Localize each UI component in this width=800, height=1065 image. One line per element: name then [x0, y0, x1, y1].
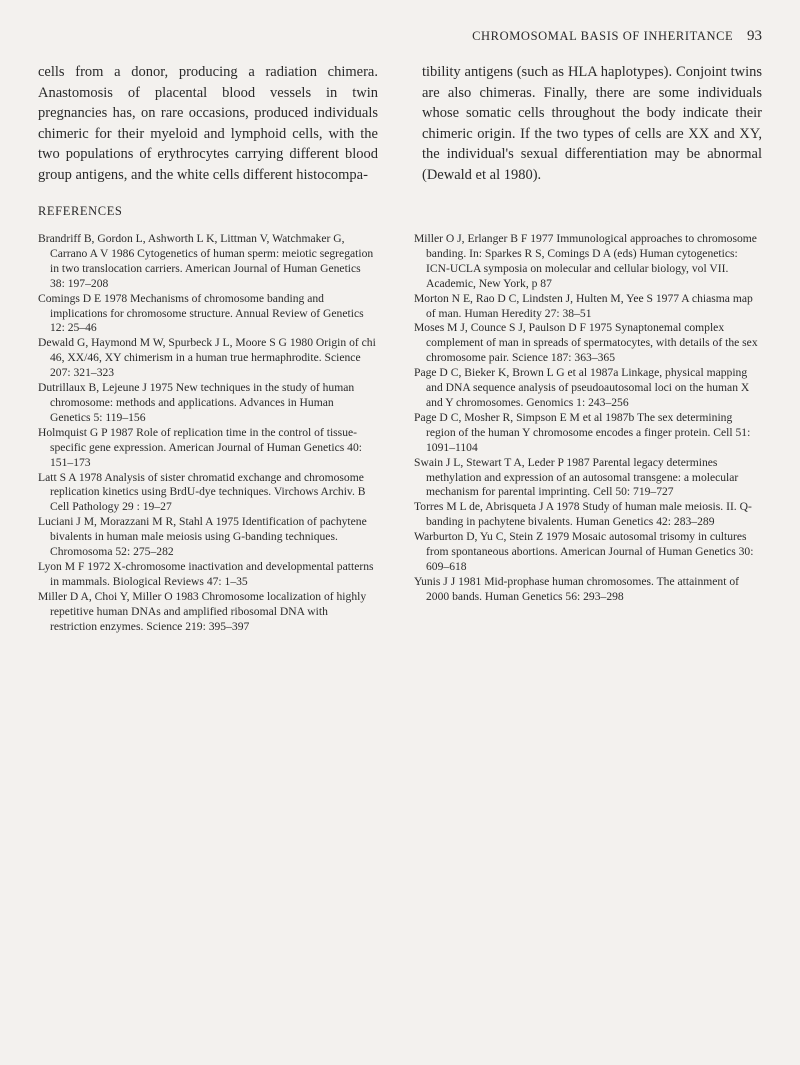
reference-item: Warburton D, Yu C, Stein Z 1979 Mosaic autosomal trisomy in cultures from spontaneous abortions. American Journal of Human Genetics 30: 609–618 [414, 530, 754, 573]
reference-item: Dewald G, Haymond M W, Spurbeck J L, Moore S G 1980 Origin of chi 46, XX/46, XY chimerism in a human true hermaphrodite. Science 207: 321–323 [38, 336, 376, 380]
references-column-left [38, 232, 376, 634]
reference-item: Morton N E, Rao D C, Lindsten J, Hulten M, Yee S 1977 A chiasma map of man. Human Heredity 27: 38–51 [414, 291, 753, 320]
reference-item: Miller D A, Choi Y, Miller O 1983 Chromosome localization of highly repetitive human DNAs and amplified ribosomal DNA with restriction enzymes. Science 219: 395–397 [38, 589, 367, 633]
reference-item: Miller O J, Erlanger B F 1977 Immunological approaches to chromosome banding. In: Sparkes R S, Comings D A (eds) Human cytogenetics: ICN-UCLA symposia on molecular and cellular biology, vol VII. Academic, New York, p 87 [414, 232, 757, 290]
reference-item: Luciani J M, Morazzani M R, Stahl A 1975 Identification of pachytene bivalents in human male meiosis using G-banding techniques. Chromosoma 52: 275–282 [38, 515, 367, 559]
reference-item: Lyon M F 1972 X-chromosome inactivation and developmental patterns in mammals. Biological Reviews 47: 1–35 [38, 559, 374, 588]
references-list [38, 232, 762, 634]
body-paragraph-right: tibility antigens (such as HLA haplotypes). Conjoint twins are also chimeras. Finally, there are some individuals whose somatic cells throughout the body indicate their chimeric origin. If the two types of cells are XX and XY, the individual's sexual differentiation may be abnormal (Dewald et al 1980). [422, 64, 762, 183]
reference-item: Page D C, Bieker K, Brown L G et al 1987a Linkage, physical mapping and DNA sequence analysis of pseudoautosomal loci on the human X and Y chromosomes. Genomics 1: 243–256 [414, 366, 750, 409]
reference-item: Latt S A 1978 Analysis of sister chromatid exchange and chromosome replication kinetics using BrdU-dye techniques. Virchows Archiv. B Cell Pathology 29 : 19–27 [38, 470, 366, 514]
references-heading: REFERENCES [38, 204, 123, 218]
reference-item: Torres M L de, Abrisqueta J A 1978 Study of human male meiosis. II. Q-banding in pachytene bivalents. Human Genetics 42: 283–289 [414, 500, 752, 529]
reference-item: Brandriff B, Gordon L, Ashworth L K, Littman V, Watchmaker G, Carrano A V 1986 Cytogenetics of human sperm: meiotic segregation in two translocation carriers. American Journal of Human Genetics 38: 197–208 [38, 232, 374, 290]
running-title: CHROMOSOMAL BASIS OF INHERITANCE [472, 29, 734, 43]
reference-item: Yunis J J 1981 Mid-prophase human chromosomes. The attainment of 2000 bands. Human Genetics 56: 293–298 [414, 574, 740, 603]
reference-item: Swain J L, Stewart T A, Leder P 1987 Parental legacy determines methylation and expression of an autosomal transgene: a molecular mechanism for parental imprinting. Cell 50: 719–727 [414, 455, 739, 499]
body-text [38, 62, 762, 185]
references-column-right [414, 232, 762, 634]
body-paragraph-left: cells from a donor, producing a radiation chimera. Anastomosis of placental blood vessels in twin pregnancies has, on rare occasions, produced individuals chimeric for their myeloid and lymphoid cells, with the two populations of erythrocytes carrying different blood group antigens, and the white cells different histocompa- [38, 64, 378, 183]
reference-item: Moses M J, Counce S J, Paulson D F 1975 Synaptonemal complex complement of man in spreads of spermatocytes, with details of the sex chromosome pair. Science 187: 363–365 [414, 321, 758, 365]
page-header [472, 28, 762, 45]
reference-item: Comings D E 1978 Mechanisms of chromosome banding and implications for chromosome structure. Annual Review of Genetics 12: 25–46 [38, 291, 364, 335]
reference-item: Holmquist G P 1987 Role of replication time in the control of tissue-specific gene expression. American Journal of Human Genetics 40: 151–173 [38, 425, 362, 469]
reference-item: Page D C, Mosher R, Simpson E M et al 1987b The sex determining region of the human Y chromosome encodes a finger protein. Cell 51: 1091–1104 [414, 410, 751, 454]
page-number: 93 [747, 28, 762, 44]
reference-item: Dutrillaux B, Lejeune J 1975 New techniques in the study of human chromosome: methods and applications. Advances in Human Genetics 5: 119–156 [38, 381, 355, 424]
